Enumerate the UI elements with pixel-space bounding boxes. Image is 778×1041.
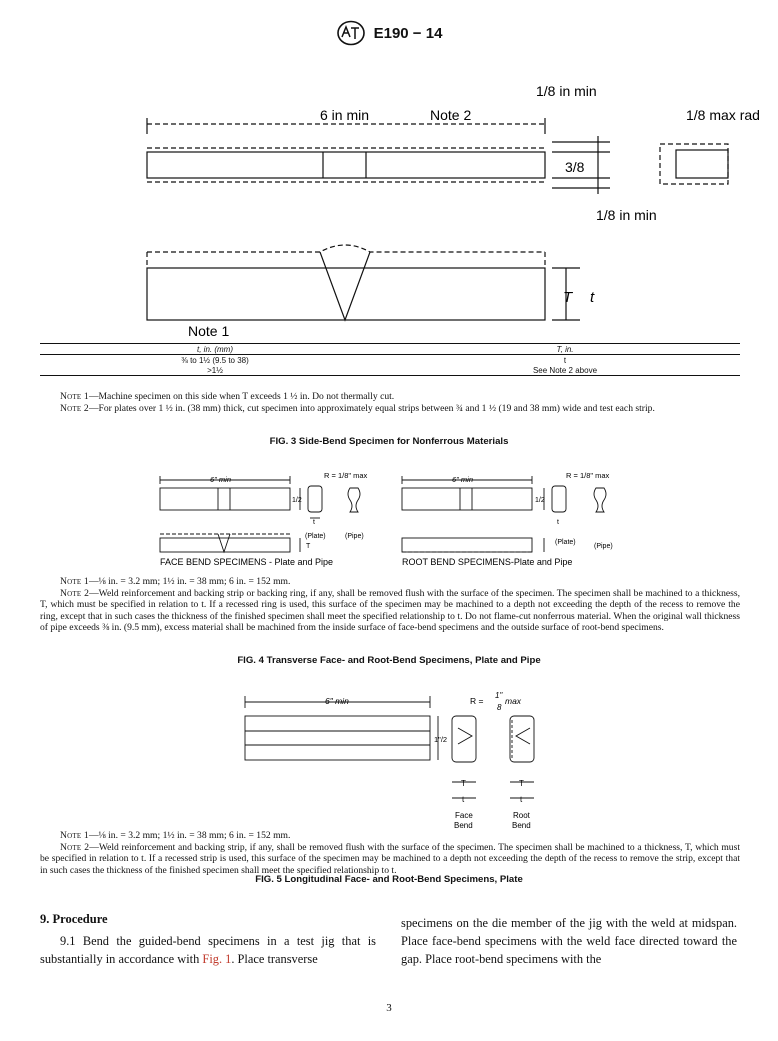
fig4-right-radius: R = 1/8" max	[566, 471, 610, 480]
fig3-table	[40, 343, 740, 376]
fig4-root-title: ROOT BEND SPECIMENS-Plate and Pipe	[402, 557, 573, 567]
fig5-drawing	[0, 688, 778, 828]
table-row	[40, 365, 740, 376]
fig4-left-t: t	[313, 519, 315, 526]
fig3-label-note2: Note 2	[430, 107, 472, 123]
fig3-label-min-mid: 1/8 in min	[596, 207, 657, 223]
fig3-label-t: t	[590, 289, 595, 306]
fig5-notes	[40, 830, 740, 876]
fig3-label-six-in: 6 in min	[320, 107, 370, 123]
standard-designation: E190 − 14	[373, 24, 443, 42]
fig4-left-radius: R = 1/8" max	[324, 471, 368, 480]
table-row	[40, 355, 740, 366]
fig4-face-title: FACE BEND SPECIMENS - Plate and Pipe	[160, 557, 334, 567]
fig3-label-T: T	[563, 289, 573, 306]
page-number: 3	[386, 1002, 392, 1014]
fig5-root-t: t	[520, 795, 523, 804]
table-cell: t	[563, 355, 567, 365]
fig4-left-T: T	[306, 543, 311, 550]
fig3-label-three-eighths: 3/8	[565, 159, 585, 175]
fig5-rad-den: 8	[497, 703, 502, 712]
fig3-label-max-rad: 1/8 max rad	[686, 107, 760, 123]
fig4-left-six-min: 6" min	[210, 475, 232, 484]
fig5-six-min: 6" min	[325, 696, 349, 706]
fig4-right-pipe: (Pipe)	[594, 543, 613, 550]
table-cell: See Note 2 above	[532, 365, 598, 375]
section-title: 9. Procedure	[40, 912, 108, 926]
fig4-caption: FIG. 4 Transverse Face- and Root-Bend Specimens, Plate and Pipe	[237, 655, 541, 666]
fig5-face-T: T	[461, 779, 466, 788]
note-2: Note 2—Weld reinforcement and backing strip, if any, shall be removed flush with the surface of the specimen. The specimen shall be machined to a thickness, T, which must be specified in relation to t. If a recessed strip is used, this surface of the specimen may be machined to a depth not exceeding the depth of the recess to remove the strip, except that in such cases the thickness of the finished specimen shall meet the specified relationship to t.	[40, 841, 740, 876]
fig4-left-plate: (Plate)	[305, 533, 326, 540]
fig5-half: 1"/2	[434, 735, 448, 744]
section-para-right: specimens on the die member of the jig with the weld at midspan. Place face-bend specimens with the weld face directed toward the gap. Place root-bend specimens with the	[401, 916, 737, 966]
fig5-face-t: t	[462, 795, 465, 804]
fig5-root-T: T	[519, 779, 524, 788]
table-cell: >1½	[207, 365, 223, 375]
fig5-root-label: Root	[513, 811, 530, 820]
fig4-right-six-min: 6" min	[452, 475, 474, 484]
fig4-notes	[40, 576, 740, 634]
fig5-face-label: Face	[455, 811, 473, 820]
fig4-right-half: 1/2	[535, 497, 545, 504]
table-header: T, in.	[556, 344, 574, 354]
fig5-max: max	[505, 696, 522, 706]
fig3-notes	[40, 391, 740, 414]
astm-logo-icon	[336, 20, 366, 46]
fig4-left-pipe: (Pipe)	[345, 533, 364, 540]
fig5-rad-num: 1"	[495, 691, 503, 700]
note-2: Note 2—For plates over 1 ½ in. (38 mm) thick, cut specimen into approximately equal strips between ¾ and 1 ½ (19 and 38 mm) wide and test each strip.	[60, 402, 655, 414]
fig3-label-min-top: 1/8 in min	[536, 83, 597, 99]
fig4-left-half: 1/2	[292, 497, 302, 504]
fig3-drawing	[0, 80, 778, 342]
note-1: Note 1—⅛ in. = 3.2 mm; 1½ in. = 38 mm; 6 in. = 152 mm.	[60, 830, 291, 841]
fig5-face-label-2: Bend	[454, 821, 473, 828]
fig4-right-t: t	[557, 519, 559, 526]
note-1: Note 1—⅛ in. = 3.2 mm; 1½ in. = 38 mm; 6 in. = 152 mm.	[60, 576, 291, 587]
fig4-drawing	[0, 462, 778, 574]
note-2: Note 2—Weld reinforcement and backing strip or backing ring, if any, shall be removed flush with the surface of the specimen. The specimen shall be machined to a thickness, T, which must be specified in relation to t. If a recessed ring is used, this surface of the specimen may be machined to a depth not exceeding the depth of the recess to remove the ring, except that in such cases the thickness of the finished specimen shall meet the specified relationship to t. Do not flame-cut nonferrous material. When the original wall thickness of pipe exceeds ⅜ in. (9.5 mm), excess material shall be machined from the inside surface of face-bend specimens and the outside surface of root-bend specimens.	[40, 587, 740, 634]
fig5-radius: R =	[470, 696, 484, 706]
fig5-caption: FIG. 5 Longitudinal Face- and Root-Bend Specimens, Plate	[255, 874, 523, 885]
fig3-caption: FIG. 3 Side-Bend Specimen for Nonferrous Materials	[269, 436, 509, 447]
fig3-label-note1: Note 1	[188, 323, 230, 339]
table-header: t, in. (mm)	[197, 344, 233, 354]
page-header	[0, 20, 778, 46]
section-para-left: 9.1 Bend the guided-bend specimens in a test jig that is substantially in accordance with Fig. 1. Place transverse	[40, 934, 376, 966]
fig4-right-plate: (Plate)	[555, 539, 576, 546]
table-cell: ⅜ to 1½ (9.5 to 38)	[181, 355, 249, 365]
fig1-link[interactable]: Fig. 1	[202, 952, 232, 966]
note-1: Note 1—Machine specimen on this side when T exceeds 1 ½ in. Do not thermally cut.	[60, 391, 395, 402]
fig5-root-label-2: Bend	[512, 821, 531, 828]
